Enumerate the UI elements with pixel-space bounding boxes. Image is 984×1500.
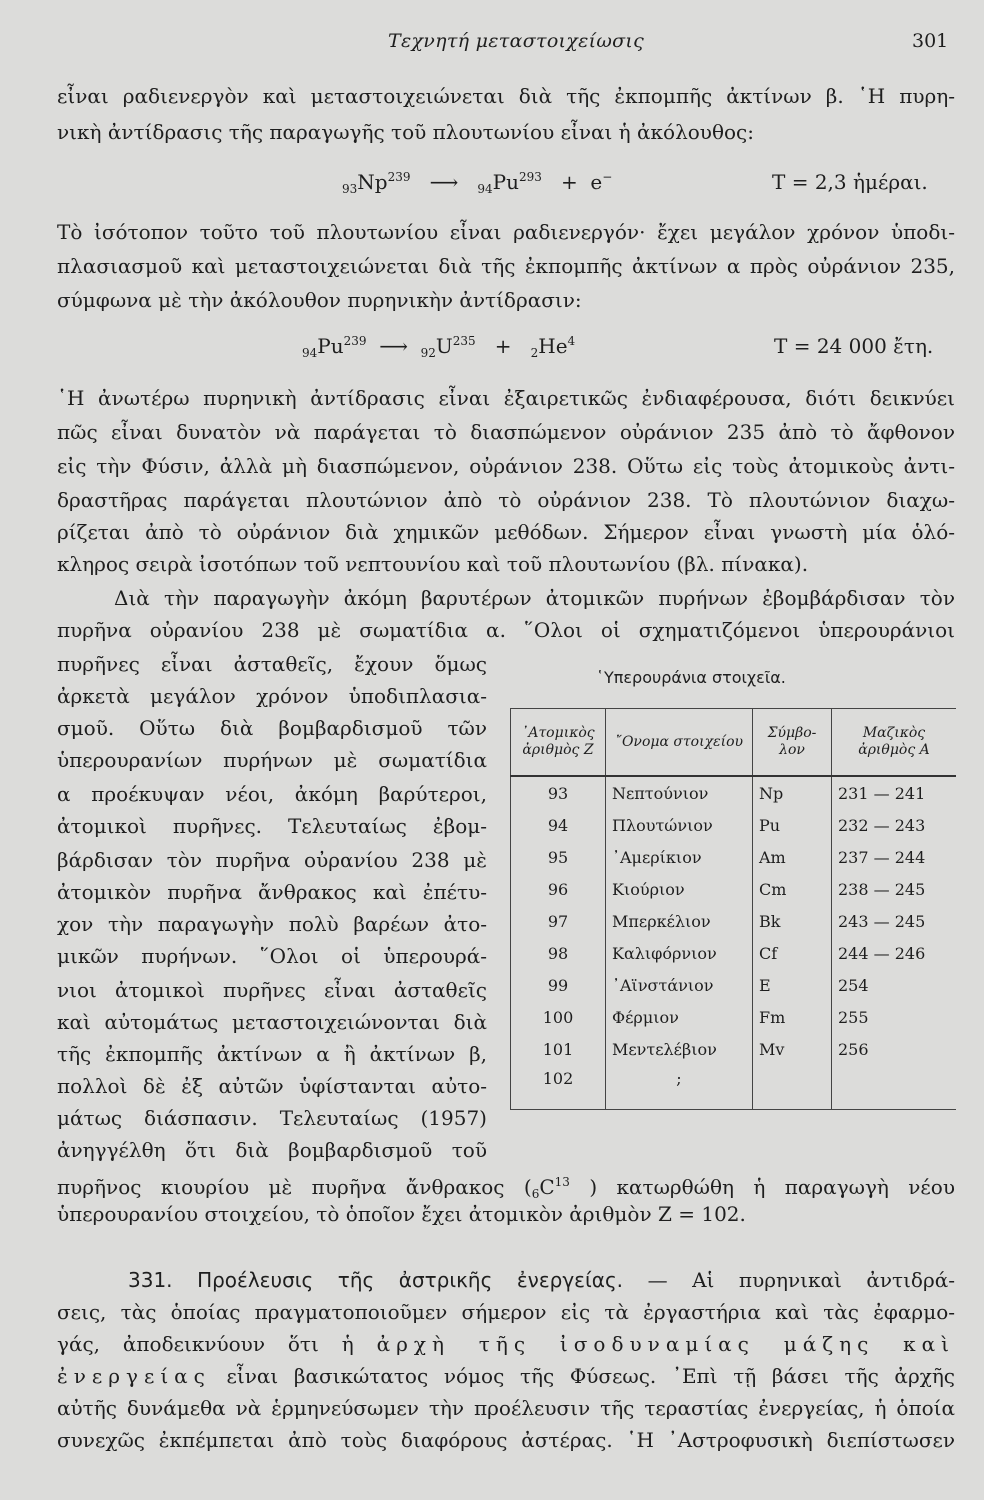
text-line: εἰς τὴν Φύσιν, ἀλλὰ μὴ διασπώμενον, οὐράνιον 238. Οὕτω εἰς τοὺς ἀτομικοὺς ἀντι- xyxy=(57,454,955,478)
arrow-icon: ⟶ xyxy=(379,334,408,358)
text-fragment: γάς, ἀποδεικνύουν ὅτι ἡ xyxy=(57,1332,354,1356)
text-line: καὶ αὐτομάτως μεταστοιχειώνονται διὰ xyxy=(57,1010,487,1034)
plus-sign: + xyxy=(560,170,578,194)
table-row xyxy=(511,1065,957,1110)
table-row xyxy=(511,776,957,809)
cell-symbol: Cf xyxy=(753,937,832,969)
superscript: − xyxy=(602,170,613,184)
column-header-element-name: ῎Ονομα στοιχείου xyxy=(606,709,753,777)
symbol: U xyxy=(435,334,453,358)
cell-z: 97 xyxy=(511,905,606,937)
text-line: πυρῆνες εἶναι ἀσταθεῖς, ἔχουν ὅμως xyxy=(57,652,487,676)
cell-symbol: Pu xyxy=(753,809,832,841)
text-line: κληρος σειρὰ ἰσοτόπων τοῦ νεπτουνίου καὶ τοῦ πλουτωνίου (βλ. πίνακα). xyxy=(57,552,809,576)
text-line: Τὸ ἰσότοπον τοῦτο τοῦ πλουτωνίου εἶναι ραδιενεργόν· ἔχει μεγάλον χρόνον ὑποδι- xyxy=(57,220,955,244)
superscript: 4 xyxy=(567,334,576,348)
cell-symbol xyxy=(753,1065,832,1110)
text-line: ὑπερουρανίου στοιχείου, τὸ ὁποῖον ἔχει ἀτομικὸν ἀριθμὸν Z = 102. xyxy=(57,1202,746,1226)
text-line-spaced xyxy=(57,1330,955,1358)
symbol: He xyxy=(538,334,568,358)
text-line: δραστῆρας παράγεται πλουτώνιον ἀπὸ τὸ οὐράνιον 238. Τὸ πλουτώνιον διαχω- xyxy=(57,488,955,512)
cell-name: Κιούριον xyxy=(606,873,753,905)
section-heading-line xyxy=(128,1266,955,1294)
text-line: νιοι ἀτομικοὶ πυρῆνες εἶναι ἀσταθεῖς xyxy=(57,978,487,1002)
cell-z: 100 xyxy=(511,1001,606,1033)
cell-symbol: Bk xyxy=(753,905,832,937)
column-header-symbol: Σύμβο-λον xyxy=(753,709,832,777)
cell-mass: 238 — 245 xyxy=(832,873,957,905)
arrow-icon: ⟶ xyxy=(429,170,459,194)
subscript: 2 xyxy=(530,346,539,360)
text-line: νικὴ ἀντίδρασις τῆς παραγωγῆς τοῦ πλουτωνίου εἶναι ἡ ἀκόλουθος: xyxy=(57,120,754,144)
text-fragment: εἶναι βασικώτατος νόμος τῆς Φύσεως. ᾿Επὶ τῇ βάσει τῆς ἀρχῆς xyxy=(226,1364,955,1388)
table-row xyxy=(511,809,957,841)
text-line: ῾Η ἀνωτέρω πυρηνικὴ ἀντίδρασις εἶναι ἐξαιρετικῶς ἐνδιαφέρουσα, διότι δεικνύει xyxy=(57,386,955,410)
text-line: α προέκυψαν νέοι, ἀκόμη βαρύτεροι, xyxy=(57,782,487,806)
cell-name: Νεπτούνιον xyxy=(606,776,753,809)
plus-sign: + xyxy=(494,334,512,358)
cell-name: Πλουτώνιον xyxy=(606,809,753,841)
table-row xyxy=(511,969,957,1001)
text-line: ἀνηγγέλθη ὅτι διὰ βομβαρδισμοῦ τοῦ xyxy=(57,1138,487,1162)
superscript: 13 xyxy=(554,1175,570,1189)
cell-symbol: E xyxy=(753,969,832,1001)
text-line: αὐτῆς δυνάμεθα νὰ ἑρμηνεύσωμεν τὴν προέλευσιν τῆς τεραστίας ἐνεργείας, ἡ ὁποία xyxy=(57,1396,955,1420)
cell-name: Μπερκέλιον xyxy=(606,905,753,937)
section-title: Προέλευσις τῆς ἀστρικῆς ἐνεργείας. xyxy=(197,1268,624,1292)
text-fragment: ) κατωρθώθη ἡ παραγωγὴ νέου xyxy=(589,1175,955,1199)
table-row xyxy=(511,873,957,905)
text-line: μικῶν πυρήνων. ῞Ολοι οἱ ὑπερουρά- xyxy=(57,944,487,968)
text-line: πλασιασμοῦ καὶ μεταστοιχειώνεται διὰ τῆς ἐκπομπῆς ἀκτίνων α πρὸς οὐράνιον 235, xyxy=(57,254,955,278)
cell-symbol: Am xyxy=(753,841,832,873)
half-life-1: T = 2,3 ἡμέραι. xyxy=(772,170,928,194)
table-row xyxy=(511,1001,957,1033)
cell-name: ᾿Αϊνστάνιον xyxy=(606,969,753,1001)
text-line: ἀτομικὸν πυρῆνα ἄνθρακος καὶ ἐπέτυ- xyxy=(57,880,487,904)
subscript: 92 xyxy=(420,346,436,360)
cell-name: Φέρμιον xyxy=(606,1001,753,1033)
text-line: πῶς εἶναι δυνατὸν νὰ παράγεται τὸ διασπώμενον οὐράνιον 235 ἀπὸ τὸ ἄφθονον xyxy=(57,420,955,444)
cell-symbol: Cm xyxy=(753,873,832,905)
cell-z: 101 xyxy=(511,1033,606,1065)
cell-z: 93 xyxy=(511,776,606,809)
cell-mass: 231 — 241 xyxy=(832,776,957,809)
cell-mass: 232 — 243 xyxy=(832,809,957,841)
half-life-2: T = 24 000 ἔτη. xyxy=(774,334,934,358)
superscript: 293 xyxy=(518,170,542,184)
text-line: ρίζεται ἀπὸ τὸ οὐράνιον διὰ χημικῶν μεθόδων. Σήμερον εἶναι γνωστὴ μία ὁλό- xyxy=(57,520,955,544)
cell-z: 99 xyxy=(511,969,606,1001)
superscript: 239 xyxy=(343,334,367,348)
text-line: Διὰ τὴν παραγωγὴν ἀκόμη βαρυτέρων ἀτομικῶν πυρήνων ἐβομβάρδισαν τὸν xyxy=(114,586,955,610)
emphasized-text: ἀρχὴ τῆς ἰσοδυναμίας μάζης καὶ xyxy=(376,1332,955,1356)
cell-symbol: Np xyxy=(753,776,832,809)
text-line: συνεχῶς ἐκπέμπεται ἀπὸ τοὺς διαφόρους ἀστέρας. ῾Η ᾿Αστροφυσικὴ διεπίστωσεν xyxy=(57,1428,955,1452)
cell-name: ᾿Αμερίκιον xyxy=(606,841,753,873)
subscript: 6 xyxy=(531,1187,540,1201)
cell-mass: 243 — 245 xyxy=(832,905,957,937)
cell-name: ; xyxy=(606,1065,753,1110)
transuranic-elements-table xyxy=(510,708,956,1110)
cell-mass: 256 xyxy=(832,1033,957,1065)
section-number: 331. xyxy=(128,1268,173,1292)
text-line: πολλοὶ δὲ ἐξ αὐτῶν ὑφίστανται αὐτο- xyxy=(57,1074,487,1098)
cell-z: 96 xyxy=(511,873,606,905)
page-number: 301 xyxy=(912,30,949,52)
cell-z: 102 xyxy=(511,1065,606,1110)
table-row xyxy=(511,841,957,873)
cell-mass: 237 — 244 xyxy=(832,841,957,873)
cell-z: 94 xyxy=(511,809,606,841)
running-title: Τεχνητή μεταστοιχείωσις xyxy=(388,30,645,52)
table-header-row xyxy=(511,709,957,777)
column-header-atomic-number: ᾿Ατομικὸς ἀριθμὸς Z xyxy=(511,709,606,777)
text-line-spaced xyxy=(57,1362,955,1390)
text-line: πυρῆνα οὐρανίου 238 μὲ σωματίδια α. ῞Ολοι οἱ σχηματιζόμενοι ὑπερουράνιοι xyxy=(57,618,955,642)
superscript: 239 xyxy=(387,170,411,184)
text-fragment: — Αἱ πυρηνικαὶ ἀντιδρά- xyxy=(647,1268,955,1292)
superscript: 235 xyxy=(452,334,476,348)
cell-symbol: Mv xyxy=(753,1033,832,1065)
emphasized-text: ἐνεργείας xyxy=(57,1364,211,1388)
cell-name: Μεντελέβιον xyxy=(606,1033,753,1065)
text-line: σύμφωνα μὲ τὴν ἀκόλουθον πυρηνικὴν ἀντίδρασιν: xyxy=(57,288,582,312)
cell-mass: 255 xyxy=(832,1001,957,1033)
subscript: 93 xyxy=(342,182,358,196)
subscript: 94 xyxy=(477,182,493,196)
table-caption: ῾Υπερουράνια στοιχεῖα. xyxy=(596,668,786,687)
table-row xyxy=(511,937,957,969)
text-line: ἀρκετὰ μεγάλον χρόνον ὑποδιπλασια- xyxy=(57,684,487,708)
nuclear-equation-2 xyxy=(302,334,575,360)
text-line: μάτως διάσπασιν. Τελευταίως (1957) xyxy=(57,1106,487,1130)
electron-symbol: e xyxy=(590,170,603,194)
cell-z: 95 xyxy=(511,841,606,873)
page-header xyxy=(0,30,984,60)
text-line: βάρδισαν τὸν πυρῆνα οὐρανίου 238 μὲ xyxy=(57,848,487,872)
symbol: Np xyxy=(357,170,388,194)
text-line: χον τὴν παραγωγὴν πολὺ βαρέων ἀτο- xyxy=(57,912,487,936)
text-line: τῆς ἐκπομπῆς ἀκτίνων α ἢ ἀκτίνων β, xyxy=(57,1042,487,1066)
symbol: Pu xyxy=(317,334,344,358)
subscript: 94 xyxy=(302,346,318,360)
cell-name: Καλιφόρνιον xyxy=(606,937,753,969)
cell-mass: 254 xyxy=(832,969,957,1001)
symbol: Pu xyxy=(492,170,519,194)
cell-z: 98 xyxy=(511,937,606,969)
cell-mass xyxy=(832,1065,957,1110)
symbol: C xyxy=(539,1175,555,1199)
table-row xyxy=(511,1033,957,1065)
text-line: ὑπερουρανίων πυρήνων μὲ σωματίδια xyxy=(57,748,487,772)
text-line: ἀτομικοὶ πυρῆνες. Τελευταίως ἐβομ- xyxy=(57,814,487,838)
text-line: εἶναι ραδιενεργὸν καὶ μεταστοιχειώνεται διὰ τῆς ἐκπομπῆς ἀκτίνων β. ῾Η πυρη- xyxy=(57,84,955,108)
column-header-mass-number: Μαζικὸς ἀριθμὸς A xyxy=(832,709,957,777)
cell-mass: 244 — 246 xyxy=(832,937,957,969)
cell-symbol: Fm xyxy=(753,1001,832,1033)
table-row xyxy=(511,905,957,937)
text-fragment: πυρῆνος κιουρίου μὲ πυρῆνα ἄνθρακος ( xyxy=(57,1175,532,1199)
text-line: σεις, τὰς ὁποίας πραγματοποιοῦμεν σήμερον εἰς τὰ ἐργαστήρια καὶ τὰς ἐφαρμο- xyxy=(57,1300,955,1324)
text-line: σμοῦ. Οὕτω διὰ βομβαρδισμοῦ τῶν xyxy=(57,716,487,740)
nuclear-equation-1 xyxy=(342,170,612,196)
